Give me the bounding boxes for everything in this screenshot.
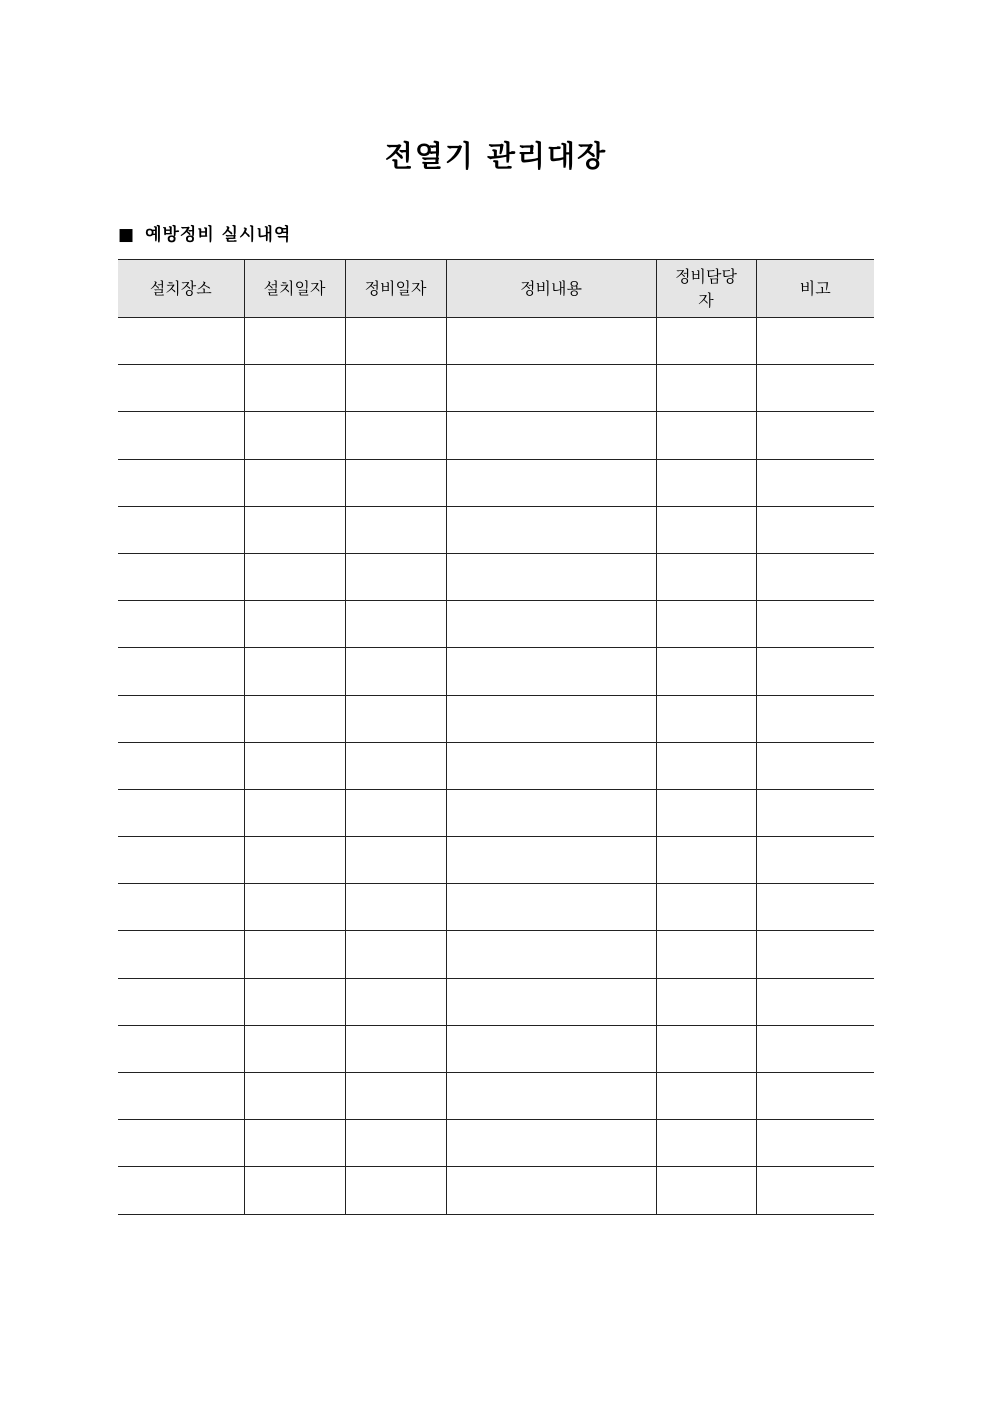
table-cell-maintenance-date [345,1167,446,1214]
table-cell-location [118,365,244,412]
table-cell-maintenance-content [446,648,656,695]
table-cell-location [118,742,244,789]
table-cell-install-date [244,506,345,553]
table-cell-install-date [244,459,345,506]
table-row [118,742,874,789]
table-cell-install-date [244,1073,345,1120]
maintenance-table [118,259,874,1215]
table-cell-location [118,318,244,365]
section-heading [118,222,291,248]
table-cell-install-date [244,695,345,742]
table-cell-install-date [244,412,345,459]
table-row [118,601,874,648]
table-cell-maintenance-content [446,459,656,506]
table-cell-maintenance-content [446,789,656,836]
column-header-install-date: 설치일자 [244,260,345,318]
table-cell-install-date [244,884,345,931]
table-cell-maintenance-date [345,601,446,648]
table-cell-remarks [756,459,874,506]
table-cell-location [118,884,244,931]
table-cell-maintenance-content [446,884,656,931]
table-row [118,931,874,978]
table-cell-maintenance-person [656,1167,756,1214]
table-cell-install-date [244,931,345,978]
table-cell-install-date [244,318,345,365]
table-cell-remarks [756,553,874,600]
table-cell-install-date [244,789,345,836]
table-cell-remarks [756,695,874,742]
column-header-maintenance-content: 정비내용 [446,260,656,318]
page-title: 전열기 관리대장 [384,139,608,173]
table-cell-maintenance-person [656,459,756,506]
table-cell-remarks [756,884,874,931]
table-cell-maintenance-content [446,742,656,789]
table-cell-maintenance-content [446,837,656,884]
table-cell-maintenance-content [446,1167,656,1214]
table-row [118,318,874,365]
table-cell-location [118,837,244,884]
table-cell-maintenance-person [656,742,756,789]
table-cell-maintenance-date [345,553,446,600]
table-cell-maintenance-content [446,1073,656,1120]
table-cell-maintenance-person [656,318,756,365]
table-cell-install-date [244,553,345,600]
table-cell-maintenance-date [345,931,446,978]
table-cell-maintenance-content [446,506,656,553]
table-row [118,365,874,412]
table-cell-location [118,553,244,600]
table-row [118,837,874,884]
table-cell-maintenance-date [345,884,446,931]
table-cell-install-date [244,648,345,695]
table-cell-location [118,1073,244,1120]
table-cell-maintenance-person [656,884,756,931]
table-cell-location [118,459,244,506]
table-cell-maintenance-content [446,931,656,978]
table-cell-install-date [244,978,345,1025]
table-cell-maintenance-content [446,601,656,648]
table-cell-install-date [244,365,345,412]
table-row [118,1073,874,1120]
table-cell-maintenance-date [345,1025,446,1072]
table-row [118,884,874,931]
table-cell-maintenance-person [656,789,756,836]
table-row [118,1167,874,1214]
table-cell-maintenance-content [446,1025,656,1072]
table-cell-install-date [244,1167,345,1214]
table-cell-location [118,1025,244,1072]
table-body [118,318,874,1215]
table-cell-maintenance-date [345,695,446,742]
table-cell-maintenance-person [656,1025,756,1072]
table-cell-location [118,931,244,978]
table-cell-maintenance-date [345,742,446,789]
table-row [118,695,874,742]
table-cell-maintenance-content [446,695,656,742]
column-header-maintenance-person [656,260,756,318]
table-row [118,1120,874,1167]
table-cell-location [118,978,244,1025]
table-header-row [118,260,874,318]
table-cell-maintenance-person [656,365,756,412]
table-cell-maintenance-person [656,553,756,600]
table-row [118,648,874,695]
table-cell-maintenance-date [345,648,446,695]
table-row [118,789,874,836]
table-cell-maintenance-person [656,1120,756,1167]
table-cell-location [118,789,244,836]
table-cell-maintenance-date [345,1120,446,1167]
column-header-location: 설치장소 [118,260,244,318]
table-cell-remarks [756,837,874,884]
table-cell-maintenance-person [656,931,756,978]
table-cell-remarks [756,789,874,836]
table-cell-remarks [756,1073,874,1120]
section-heading-label: 예방정비 실시내역 [145,225,292,245]
table-cell-install-date [244,837,345,884]
table-cell-remarks [756,1120,874,1167]
table-cell-maintenance-date [345,1073,446,1120]
table-cell-maintenance-content [446,978,656,1025]
table-cell-maintenance-content [446,318,656,365]
table-cell-remarks [756,742,874,789]
table-cell-maintenance-date [345,978,446,1025]
table-cell-maintenance-person [656,837,756,884]
table-cell-maintenance-content [446,412,656,459]
table-row [118,1025,874,1072]
table-cell-location [118,1120,244,1167]
table-cell-install-date [244,601,345,648]
table-cell-maintenance-content [446,365,656,412]
table-cell-maintenance-person [656,412,756,459]
table-row [118,506,874,553]
table-cell-maintenance-date [345,837,446,884]
table-cell-remarks [756,506,874,553]
table-cell-location [118,412,244,459]
table-cell-maintenance-date [345,318,446,365]
table-cell-remarks [756,1025,874,1072]
table-row [118,978,874,1025]
table-cell-remarks [756,978,874,1025]
table-cell-maintenance-date [345,789,446,836]
table-row [118,412,874,459]
table-cell-maintenance-content [446,553,656,600]
column-header-maintenance-date: 정비일자 [345,260,446,318]
table-cell-remarks [756,318,874,365]
column-header-maintenance-person-label: 정비담당자 [675,266,737,310]
square-bullet-icon: ■ [118,225,136,245]
table-cell-maintenance-date [345,459,446,506]
table-cell-remarks [756,365,874,412]
table-cell-maintenance-person [656,648,756,695]
table-cell-maintenance-person [656,695,756,742]
column-header-remarks: 비고 [756,260,874,318]
table-cell-remarks [756,601,874,648]
table-cell-install-date [244,1025,345,1072]
table-cell-maintenance-date [345,506,446,553]
table-cell-maintenance-date [345,365,446,412]
table-cell-remarks [756,648,874,695]
table-cell-remarks [756,931,874,978]
table-cell-remarks [756,412,874,459]
table-cell-maintenance-person [656,601,756,648]
table-cell-install-date [244,1120,345,1167]
table-cell-remarks [756,1167,874,1214]
table-cell-location [118,648,244,695]
table-cell-maintenance-date [345,412,446,459]
table-cell-location [118,506,244,553]
table-row [118,459,874,506]
table-cell-install-date [244,742,345,789]
table-cell-location [118,695,244,742]
table-row [118,553,874,600]
table-cell-maintenance-person [656,978,756,1025]
table-cell-maintenance-content [446,1120,656,1167]
table-cell-location [118,1167,244,1214]
table-cell-maintenance-person [656,1073,756,1120]
table-cell-location [118,601,244,648]
table-cell-maintenance-person [656,506,756,553]
